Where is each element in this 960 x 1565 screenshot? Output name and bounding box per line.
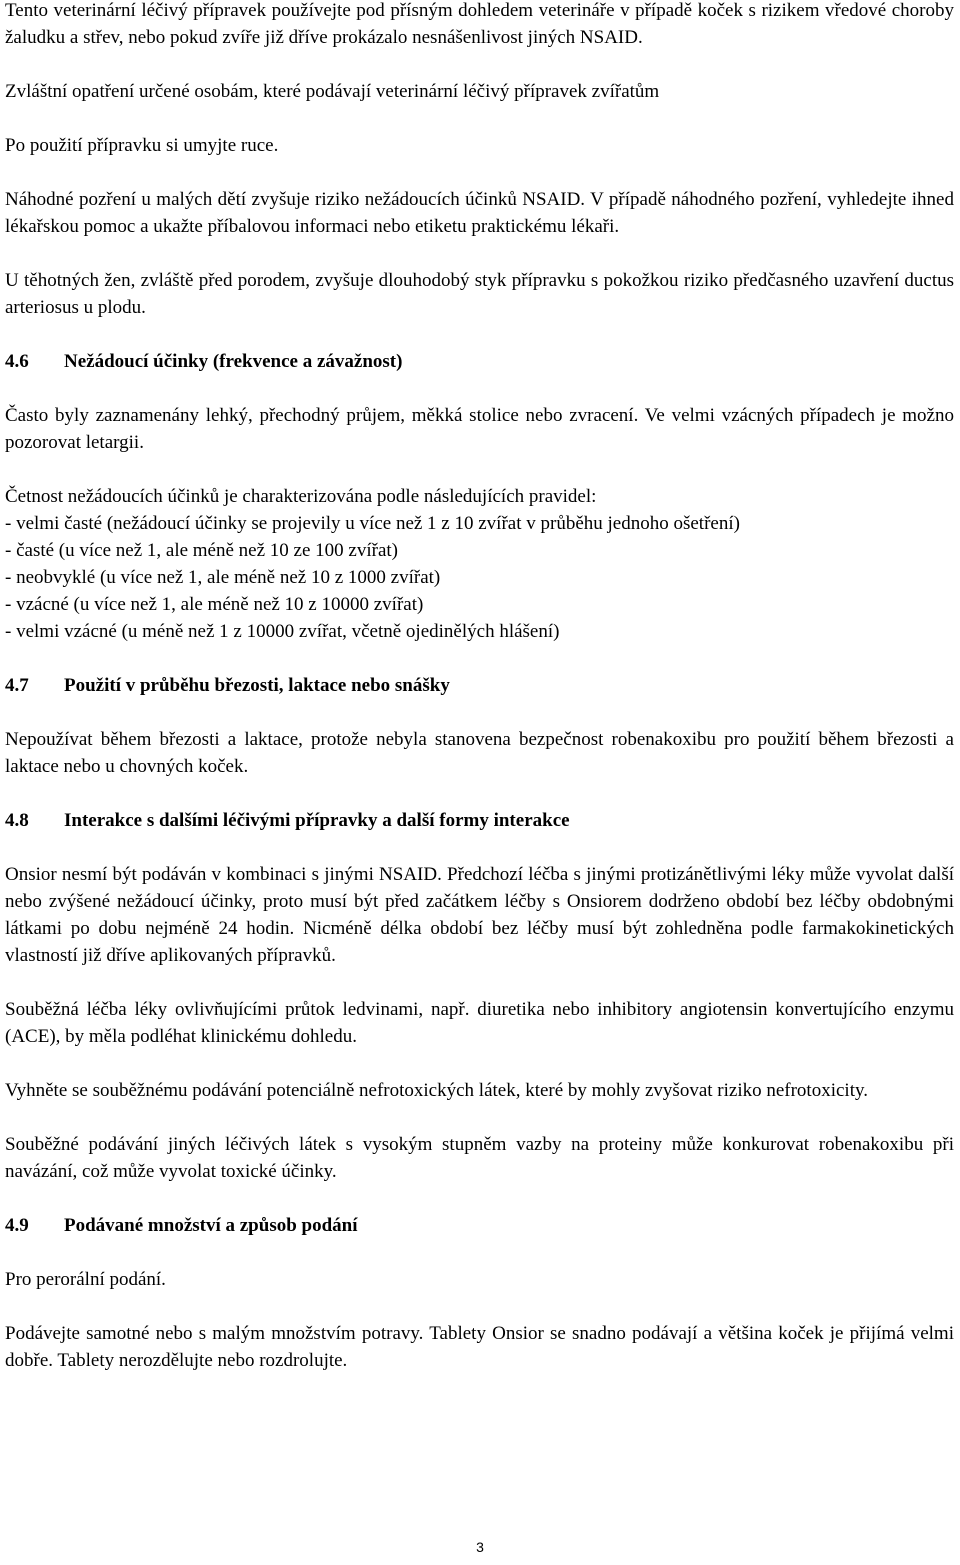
list-item: - neobvyklé (u více než 1, ale méně než 10 z 1000 zvířat)	[5, 567, 441, 588]
section-4-6-heading	[5, 348, 954, 375]
section-number: 4.7	[5, 675, 29, 696]
section-number: 4.8	[5, 810, 29, 831]
intro-paragraph-4: U těhotných žen, zvláště před porodem, zvyšuje dlouhodobý styk přípravku s pokožkou riziko předčasného uzavření ductus arteriosus u plodu.	[5, 270, 954, 318]
intro-paragraph-1: Tento veterinární léčivý přípravek používejte pod přísným dohledem veterináře v případě koček s rizikem vředové choroby žaludku a střev, nebo pokud zvíře již dříve prokázalo nesnášenlivost jiných NSAID.	[5, 0, 954, 48]
section-4-7-heading	[5, 672, 954, 699]
intro-paragraph-3: Náhodné pozření u malých dětí zvyšuje riziko nežádoucích účinků NSAID. V případě náhodného pozření, vyhledejte ihned lékařskou pomoc a ukažte příbalovou informaci nebo etiketu praktickému lékaři.	[5, 189, 954, 237]
section-title: Interakce s dalšími léčivými přípravky a další formy interakce	[64, 810, 570, 831]
list-item: - vzácné (u více než 1, ale méně než 10 z 10000 zvířat)	[5, 594, 424, 615]
section-4-8-paragraph-2: Souběžná léčba léky ovlivňujícími průtok ledvinami, např. diuretika nebo inhibitory angiotensin konvertujícího enzymu (ACE), by měla podléhat klinickému dohledu.	[5, 999, 954, 1047]
list-item: - velmi vzácné (u méně než 1 z 10000 zvířat, včetně ojedinělých hlášení)	[5, 621, 560, 642]
list-item: - velmi časté (nežádoucí účinky se projevily u více než 1 z 10 zvířat v průběhu jednoho ošetření)	[5, 513, 740, 534]
section-4-7-paragraph-1: Nepoužívat během březosti a laktace, protože nebyla stanovena bezpečnost robenakoxibu pro použití během březosti a laktace nebo u chovných koček.	[5, 729, 954, 777]
section-number: 4.9	[5, 1215, 29, 1236]
document-page	[5, 0, 954, 1401]
section-4-9-heading	[5, 1212, 954, 1239]
section-title: Podávané množství a způsob podání	[64, 1215, 358, 1236]
intro-paragraph-2: Po použití přípravku si umyjte ruce.	[5, 135, 279, 156]
section-number: 4.6	[5, 351, 29, 372]
list-item: - časté (u více než 1, ale méně než 10 ze 100 zvířat)	[5, 540, 398, 561]
page-number: 3	[476, 1539, 484, 1555]
section-title: Použití v průběhu březosti, laktace nebo snášky	[64, 675, 450, 696]
frequency-intro: Četnost nežádoucích účinků je charakterizována podle následujících pravidel:	[5, 486, 597, 507]
section-4-8-paragraph-4: Souběžné podávání jiných léčivých látek s vysokým stupněm vazby na proteiny může konkurovat robenakoxibu při navázání, což může vyvolat toxické účinky.	[5, 1134, 954, 1182]
frequency-block	[5, 483, 954, 645]
section-4-8-paragraph-1: Onsior nesmí být podáván v kombinaci s jinými NSAID. Předchozí léčba s jinými protizánětlivými léky může vyvolat další nebo zvýšené nežádoucí účinky, proto musí být před začátkem léčby s Onsiorem dodrženo období bez léčby obdobnými látkami po dobu nejméně 24 hodin. Nicméně délka období bez léčby musí být zohledněna podle farmakokinetických vlastností již dříve aplikovaných přípravků.	[5, 864, 954, 966]
operator-precautions-heading: Zvláštní opatření určené osobám, které podávají veterinární léčivý přípravek zvířatům	[5, 81, 660, 102]
section-4-9-paragraph-2: Podávejte samotné nebo s malým množstvím potravy. Tablety Onsior se snadno podávají a většina koček je přijímá velmi dobře. Tablety nerozdělujte nebo rozdrolujte.	[5, 1323, 954, 1371]
section-title: Nežádoucí účinky (frekvence a závažnost)	[64, 351, 403, 372]
section-4-8-paragraph-3: Vyhněte se souběžnému podávání potenciálně nefrotoxických látek, které by mohly zvyšovat riziko nefrotoxicity.	[5, 1080, 868, 1101]
section-4-6-paragraph-1: Často byly zaznamenány lehký, přechodný průjem, měkká stolice nebo zvracení. Ve velmi vzácných případech je možno pozorovat letargii.	[5, 405, 954, 453]
section-4-9-paragraph-1: Pro perorální podání.	[5, 1269, 166, 1290]
section-4-8-heading	[5, 807, 954, 834]
